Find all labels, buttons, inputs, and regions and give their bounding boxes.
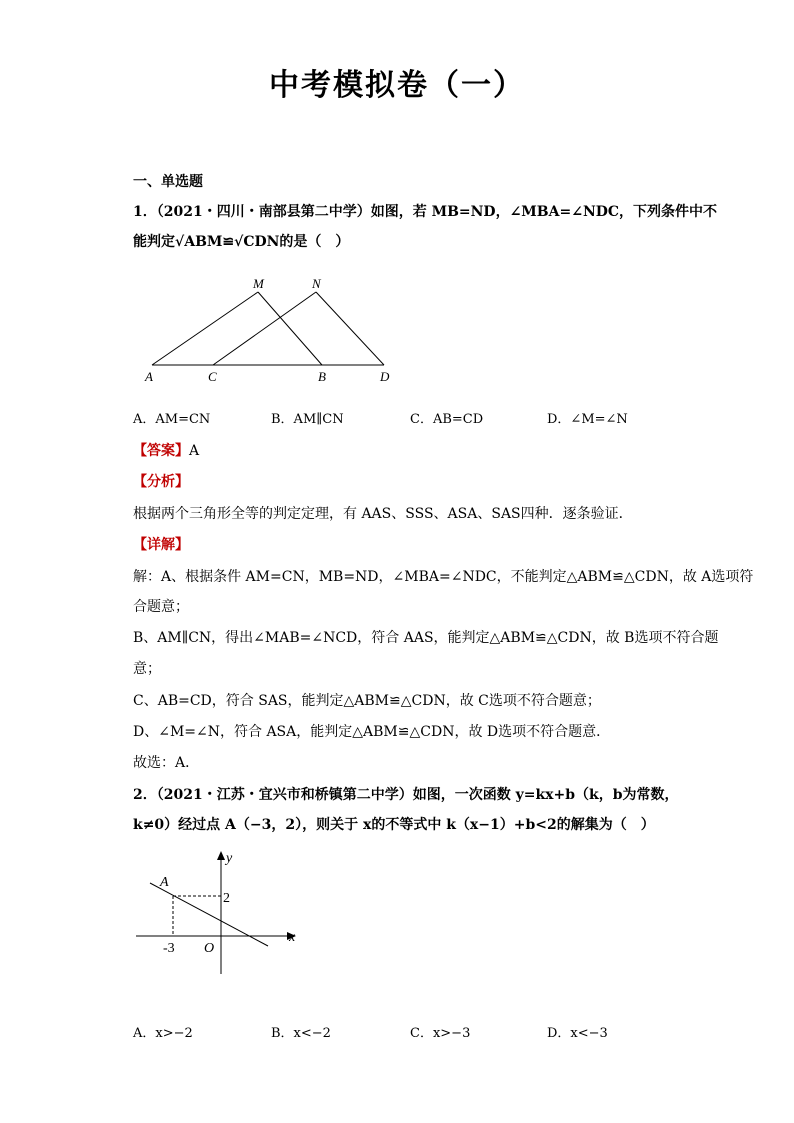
label-A: A — [160, 875, 169, 890]
analysis-tag-row — [133, 472, 663, 492]
label-M: M — [253, 276, 264, 291]
segment-AM — [152, 292, 258, 365]
answer-value: A — [189, 443, 200, 459]
detail-line-2: 合题意； — [133, 599, 189, 615]
q2-option-a: A．x>−2 — [133, 1026, 193, 1041]
label-B: B — [318, 369, 326, 384]
q1-stem-line2: 能判定√ABM≌√CDN的是（ ） — [133, 234, 350, 250]
q2-figure — [130, 848, 310, 976]
label-neg3: -3 — [163, 941, 175, 956]
q2-option-b: B．x<−2 — [271, 1026, 331, 1041]
label-D: D — [380, 369, 390, 384]
q2-stem-line1: 2．（2021・江苏・宜兴市和桥镇第二中学）如图，一次函数 y=kx+b（k，b为常数， — [133, 787, 679, 803]
q2-option-c: C．x>−3 — [410, 1026, 471, 1041]
detail-line-7: 故选：A． — [133, 755, 200, 771]
segment-ND — [316, 292, 384, 365]
detail-tag: 【详解】 — [133, 537, 189, 553]
segment-CN — [213, 292, 316, 365]
q2-option-d: D．x<−3 — [547, 1026, 608, 1041]
answer-tag: 【答案】 — [133, 443, 189, 459]
segment-MB — [258, 292, 322, 365]
analysis-text: 根据两个三角形全等的判定定理，有 AAS、SSS、ASA、SAS四种．逐条验证． — [133, 506, 633, 522]
q1-option-d: D．∠M=∠N — [547, 412, 628, 427]
analysis-tag: 【分析】 — [133, 474, 189, 490]
label-y: y — [226, 851, 233, 866]
detail-tag-row — [133, 535, 663, 555]
q2-stem-line2: k≠0）经过点 A（−3，2），则关于 x的不等式中 k（x−1）+b<2的解集为（ ） — [133, 817, 655, 833]
detail-line-1: 解：A、根据条件 AM=CN，MB=ND，∠MBA=∠NDC，不能判定△ABM≌△CDN，故 A选项符 — [133, 569, 754, 585]
y-axis-arrow — [217, 851, 225, 860]
label-C: C — [208, 369, 217, 384]
q1-option-c: C．AB=CD — [410, 412, 484, 427]
label-A: A — [145, 369, 153, 384]
function-line — [150, 883, 268, 946]
label-x: x — [289, 930, 296, 945]
q1-option-a: A．AM=CN — [133, 412, 211, 427]
detail-line-5: C、AB=CD，符合 SAS，能判定△ABM≌△CDN，故 C选项不符合题意； — [133, 693, 601, 709]
detail-line-6: D、∠M=∠N，符合 ASA，能判定△ABM≌△CDN，故 D选项不符合题意． — [133, 724, 611, 740]
detail-line-3: B、AM∥CN，得出∠MAB=∠NCD，符合 AAS，能判定△ABM≌△CDN，故 B选项不符合题 — [133, 630, 719, 646]
label-N: N — [312, 276, 321, 291]
q1-option-b: B．AM∥CN — [271, 412, 344, 427]
page-title: 中考模拟卷（一） — [269, 68, 525, 103]
q1-stem-line1: 1．（2021・四川・南部县第二中学）如图，若 MB=ND，∠MBA=∠NDC，下列条件中不 — [133, 204, 718, 220]
detail-line-4: 意； — [133, 661, 161, 677]
q1-answer-row — [133, 441, 663, 461]
section-heading: 一、单选题 — [133, 174, 203, 190]
label-2: 2 — [223, 891, 230, 906]
q1-figure — [140, 272, 400, 390]
label-origin: O — [204, 941, 215, 956]
